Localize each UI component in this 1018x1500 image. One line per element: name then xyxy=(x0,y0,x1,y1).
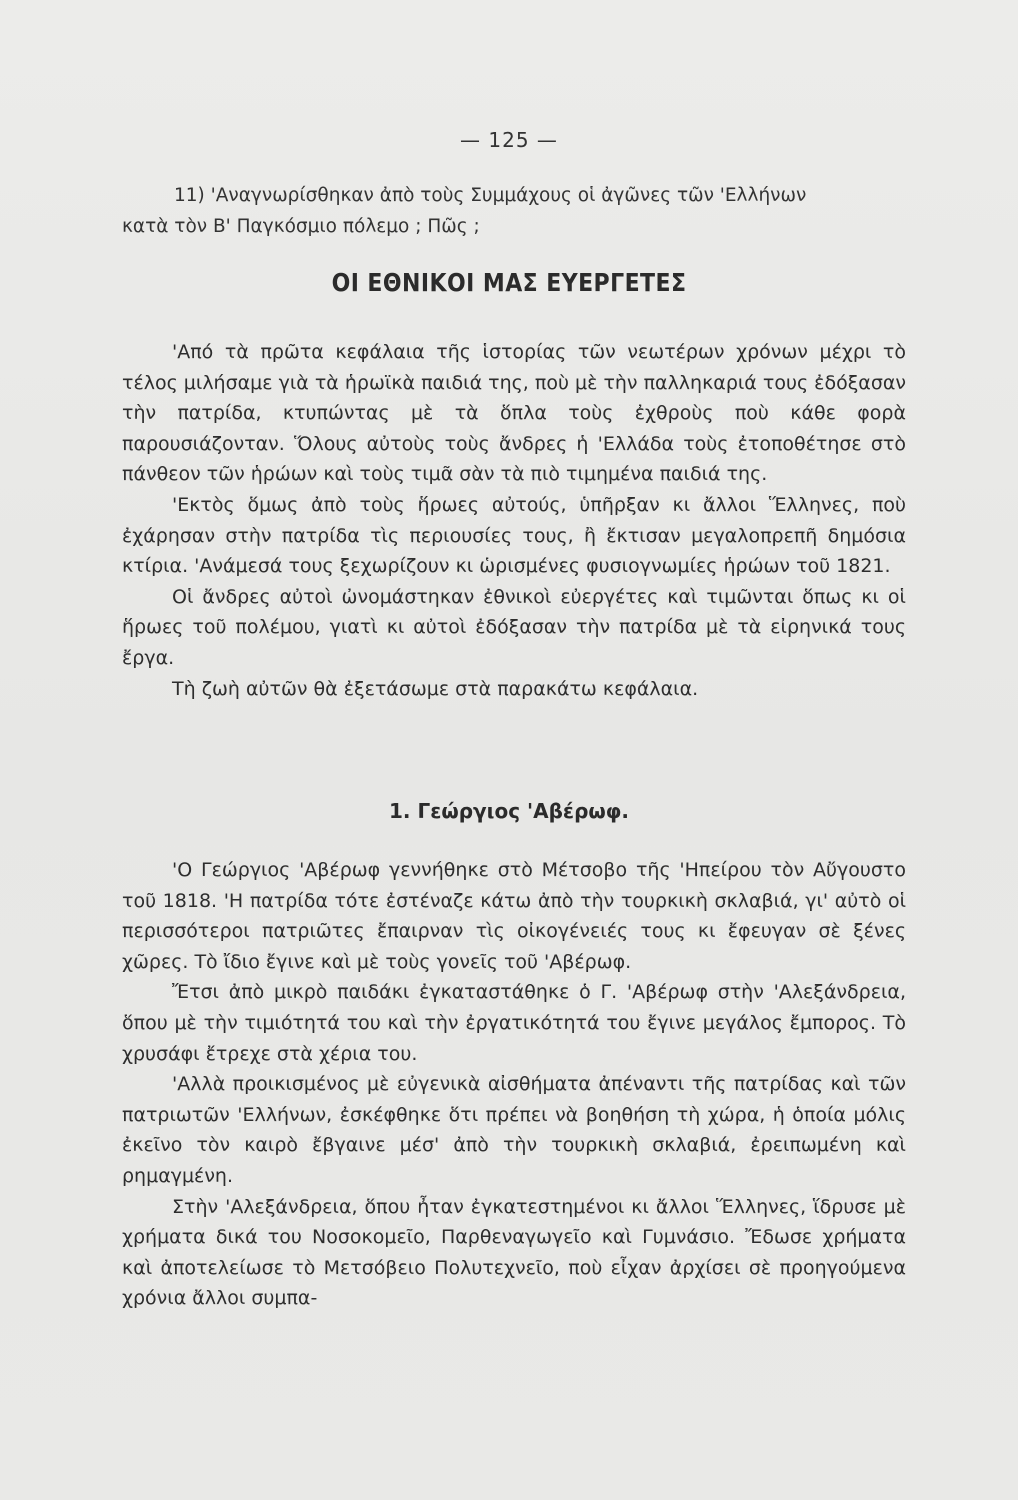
section-text xyxy=(122,855,906,1314)
intro-paragraph: Οἱ ἄνδρες αὐτοὶ ὠνομάστηκαν ἐθνικοὶ εὐεργέτες καὶ τιμῶνται ὅπως κι οἱ ἥρωες τοῦ πολέμου, γιατὶ κι αὐτοὶ ἐδόξασαν τὴν πατρίδα μὲ τὰ εἰρηνικά τους ἔργα. xyxy=(122,585,906,669)
intro-paragraph: Τὴ ζωὴ αὐτῶν θὰ ἐξετάσωμε στὰ παρακάτω κεφάλαια. xyxy=(172,677,699,700)
section-paragraph: 'Αλλὰ προικισμένος μὲ εὐγενικὰ αἰσθήματα ἀπέναντι τῆς πατρίδας καὶ τῶν πατριωτῶν 'Ελλήνων, ἐσκέφθηκε ὅτι πρέπει νὰ βοηθήση τὴ χώρα, ἡ ὁποία μόλις ἐκεῖνο τὸν καιρὸ ἔβγαινε μέσ' ἀπὸ τὴν τουρκικὴ σκλαβιά, ἐρειπωμένη καὶ ρημαγμένη. xyxy=(122,1073,906,1187)
intro-paragraph: 'Εκτὸς ὅμως ἀπὸ τοὺς ἥρωες αὐτούς, ὑπῆρξαν κι ἄλλοι Ἕλληνες, ποὺ ἐχάρησαν στὴν πατρίδα τὶς περιουσίες τους, ἢ ἔκτισαν μεγαλοπρεπῆ δημόσια κτίρια. 'Ανάμεσά τους ξεχωρίζουν κι ὡρισμένες φυσιογνωμίες ἡρώων τοῦ 1821. xyxy=(122,493,906,578)
question-line-2: κατὰ τὸν Β' Παγκόσμιο πόλεμο ; Πῶς ; xyxy=(122,216,480,237)
page-number: — 125 — xyxy=(460,128,558,152)
question-line-1: 11) 'Αναγνωρίσθηκαν ἀπὸ τοὺς Συμμάχους οἱ ἀγῶνες τῶν 'Ελλήνων xyxy=(174,185,807,206)
chapter-title: ΟΙ ΕΘΝΙΚΟΙ ΜΑΣ ΕΥΕΡΓΕΤΕΣ xyxy=(331,268,687,297)
review-question xyxy=(122,180,906,242)
section-paragraph: Στὴν 'Αλεξάνδρεια, ὅπου ἦταν ἐγκατεστημένοι κι ἄλλοι Ἕλληνες, ἵδρυσε μὲ χρήματα δικά του Νοσοκομεῖο, Παρθεναγωγεῖο καὶ Γυμνάσιο. Ἔδωσε χρήματα καὶ ἀποτελείωσε τὸ Μετσόβειο Πολυτεχνεῖο, ποὺ εἶχαν ἀρχίσει σὲ προηγούμενα χρόνια ἄλλοι συμπα- xyxy=(122,1195,906,1310)
intro-text xyxy=(122,337,906,704)
intro-paragraph: 'Από τὰ πρῶτα κεφάλαια τῆς ἱστορίας τῶν νεωτέρων χρόνων μέχρι τὸ τέλος μιλήσαμε γιὰ τὰ ἡρωϊκὰ παιδιά της, ποὺ μὲ τὴν παλληκαριά τους ἐδόξασαν τὴν πατρίδα, κτυπώντας μὲ τὰ ὅπλα τοὺς ἐχθροὺς ποὺ κάθε φορὰ παρουσιάζονταν. Ὅλους αὐτοὺς τοὺς ἄνδρες ἡ 'Ελλάδα τοὺς ἐτοποθέτησε στὸ πάνθεον τῶν ἡρώων καὶ τοὺς τιμᾶ σὰν τὰ πιὸ τιμημένα παιδιά της. xyxy=(122,341,906,486)
section-paragraph: Ἔτσι ἀπὸ μικρὸ παιδάκι ἐγκαταστάθηκε ὁ Γ. 'Αβέρωφ στὴν 'Αλεξάνδρεια, ὅπου μὲ τὴν τιμιότητά του καὶ τὴν ἐργατικότητά του ἔγινε μεγάλος ἔμπορος. Τὸ χρυσάφι ἔτρεχε στὰ χέρια του. xyxy=(122,981,906,1065)
section-paragraph: 'Ο Γεώργιος 'Αβέρωφ γεννήθηκε στὸ Μέτσοβο τῆς 'Ηπείρου τὸν Αὔγουστο τοῦ 1818. 'Η πατρίδα τότε ἐστέναζε κάτω ἀπὸ τὴν τουρκικὴ σκλαβιά, γι' αὐτὸ οἱ περισσότεροι πατριῶτες ἔπαιρναν τὶς οἰκογένειές τους κι ἔφευγαν σὲ ξένες χῶρες. Τὸ ἴδιο ἔγινε καὶ μὲ τοὺς γονεῖς τοῦ 'Αβέρωφ. xyxy=(122,859,906,973)
section-heading: 1. Γεώργιος 'Αβέρωφ. xyxy=(388,799,630,823)
